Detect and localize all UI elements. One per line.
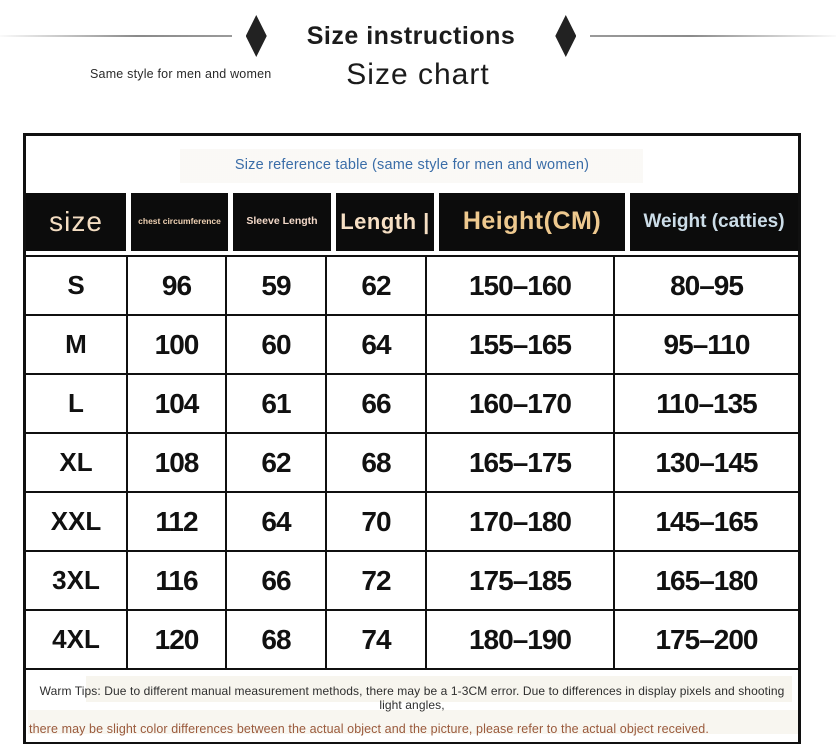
table-cell: 165–175: [427, 434, 615, 491]
table-row-l: [26, 375, 798, 434]
table-cell: 59: [227, 257, 327, 314]
size-chart-heading: Size chart: [346, 58, 490, 91]
table-cell: 165–180: [655, 564, 758, 596]
table-cell: 64: [327, 316, 427, 373]
column-header-length: Length |: [336, 193, 434, 251]
warm-tips: [26, 670, 798, 742]
table-cell: 145–165: [655, 505, 758, 537]
table-cell: 116: [128, 552, 227, 609]
table-cell: 95–110: [663, 328, 750, 360]
table-cell: 160–170: [427, 375, 615, 432]
warm-tips-line1: Warm Tips: Due to different manual measurement methods, there may be a 1-3CM error. Due to differences in display pixels and shooting light angles,: [39, 684, 785, 712]
diamond-icon-right: [555, 15, 576, 57]
size-label-cell: S: [26, 257, 128, 314]
table-cell: 70: [327, 493, 427, 550]
column-header-chest-circumference: chest circumference: [131, 193, 228, 251]
divider-line-right: [590, 35, 836, 37]
table-cell: 68: [227, 611, 327, 668]
size-label-cell: M: [26, 316, 128, 373]
table-cell: 68: [327, 434, 427, 491]
table-cell: 61: [227, 375, 327, 432]
table-cell: 100: [128, 316, 227, 373]
table-body: [26, 255, 798, 670]
table-cell: 66: [327, 375, 427, 432]
diamond-icon-left: [246, 15, 267, 57]
table-cell: 130–145: [655, 446, 758, 478]
table-cell: 64: [227, 493, 327, 550]
table-cell: 112: [128, 493, 227, 550]
size-label-cell: XXL: [26, 493, 128, 550]
table-cell: 170–180: [427, 493, 615, 550]
table-cell: 180–190: [427, 611, 615, 668]
table-cell: 66: [227, 552, 327, 609]
column-header-height-cm: Height(CM): [439, 193, 625, 251]
table-cell: 60: [227, 316, 327, 373]
unisex-note: Same style for men and women: [90, 67, 272, 81]
column-header-weight-catties: Weight (catties): [630, 193, 798, 251]
size-label-cell: 3XL: [26, 552, 128, 609]
table-row-xxl: [26, 493, 798, 552]
table-cell: 62: [327, 257, 427, 314]
size-label-cell: L: [26, 375, 128, 432]
divider-line-left: [0, 35, 232, 37]
column-header-sleeve-length: Sleeve Length: [233, 193, 331, 251]
column-header-size: size: [26, 193, 126, 251]
table-cell: 155–165: [427, 316, 615, 373]
table-row-xl: [26, 434, 798, 493]
table-row-4xl: [26, 611, 798, 670]
table-cell: 72: [327, 552, 427, 609]
table-cell: 175–200: [655, 623, 758, 655]
table-caption: Size reference table (same style for men and women): [26, 136, 798, 193]
table-cell: 108: [128, 434, 227, 491]
table-cell: 104: [128, 375, 227, 432]
table-cell: 120: [128, 611, 227, 668]
section-title: Size instructions: [306, 21, 516, 50]
warm-tips-line2: there may be slight color differences between the actual object and the picture, please refer to the actual object received.: [29, 722, 709, 736]
table-row-3xl: [26, 552, 798, 611]
table-cell: 74: [327, 611, 427, 668]
table-cell: 150–160: [427, 257, 615, 314]
table-row-s: [26, 257, 798, 316]
table-cell: 62: [227, 434, 327, 491]
table-cell: 96: [128, 257, 227, 314]
section-title-banner: [0, 14, 836, 58]
table-header-row: [26, 193, 798, 255]
table-cell: 80–95: [670, 269, 743, 301]
table-row-m: [26, 316, 798, 375]
table-cell: 175–185: [427, 552, 615, 609]
size-label-cell: XL: [26, 434, 128, 491]
size-label-cell: 4XL: [26, 611, 128, 668]
table-cell: 110–135: [656, 387, 757, 419]
size-table: [23, 133, 801, 744]
